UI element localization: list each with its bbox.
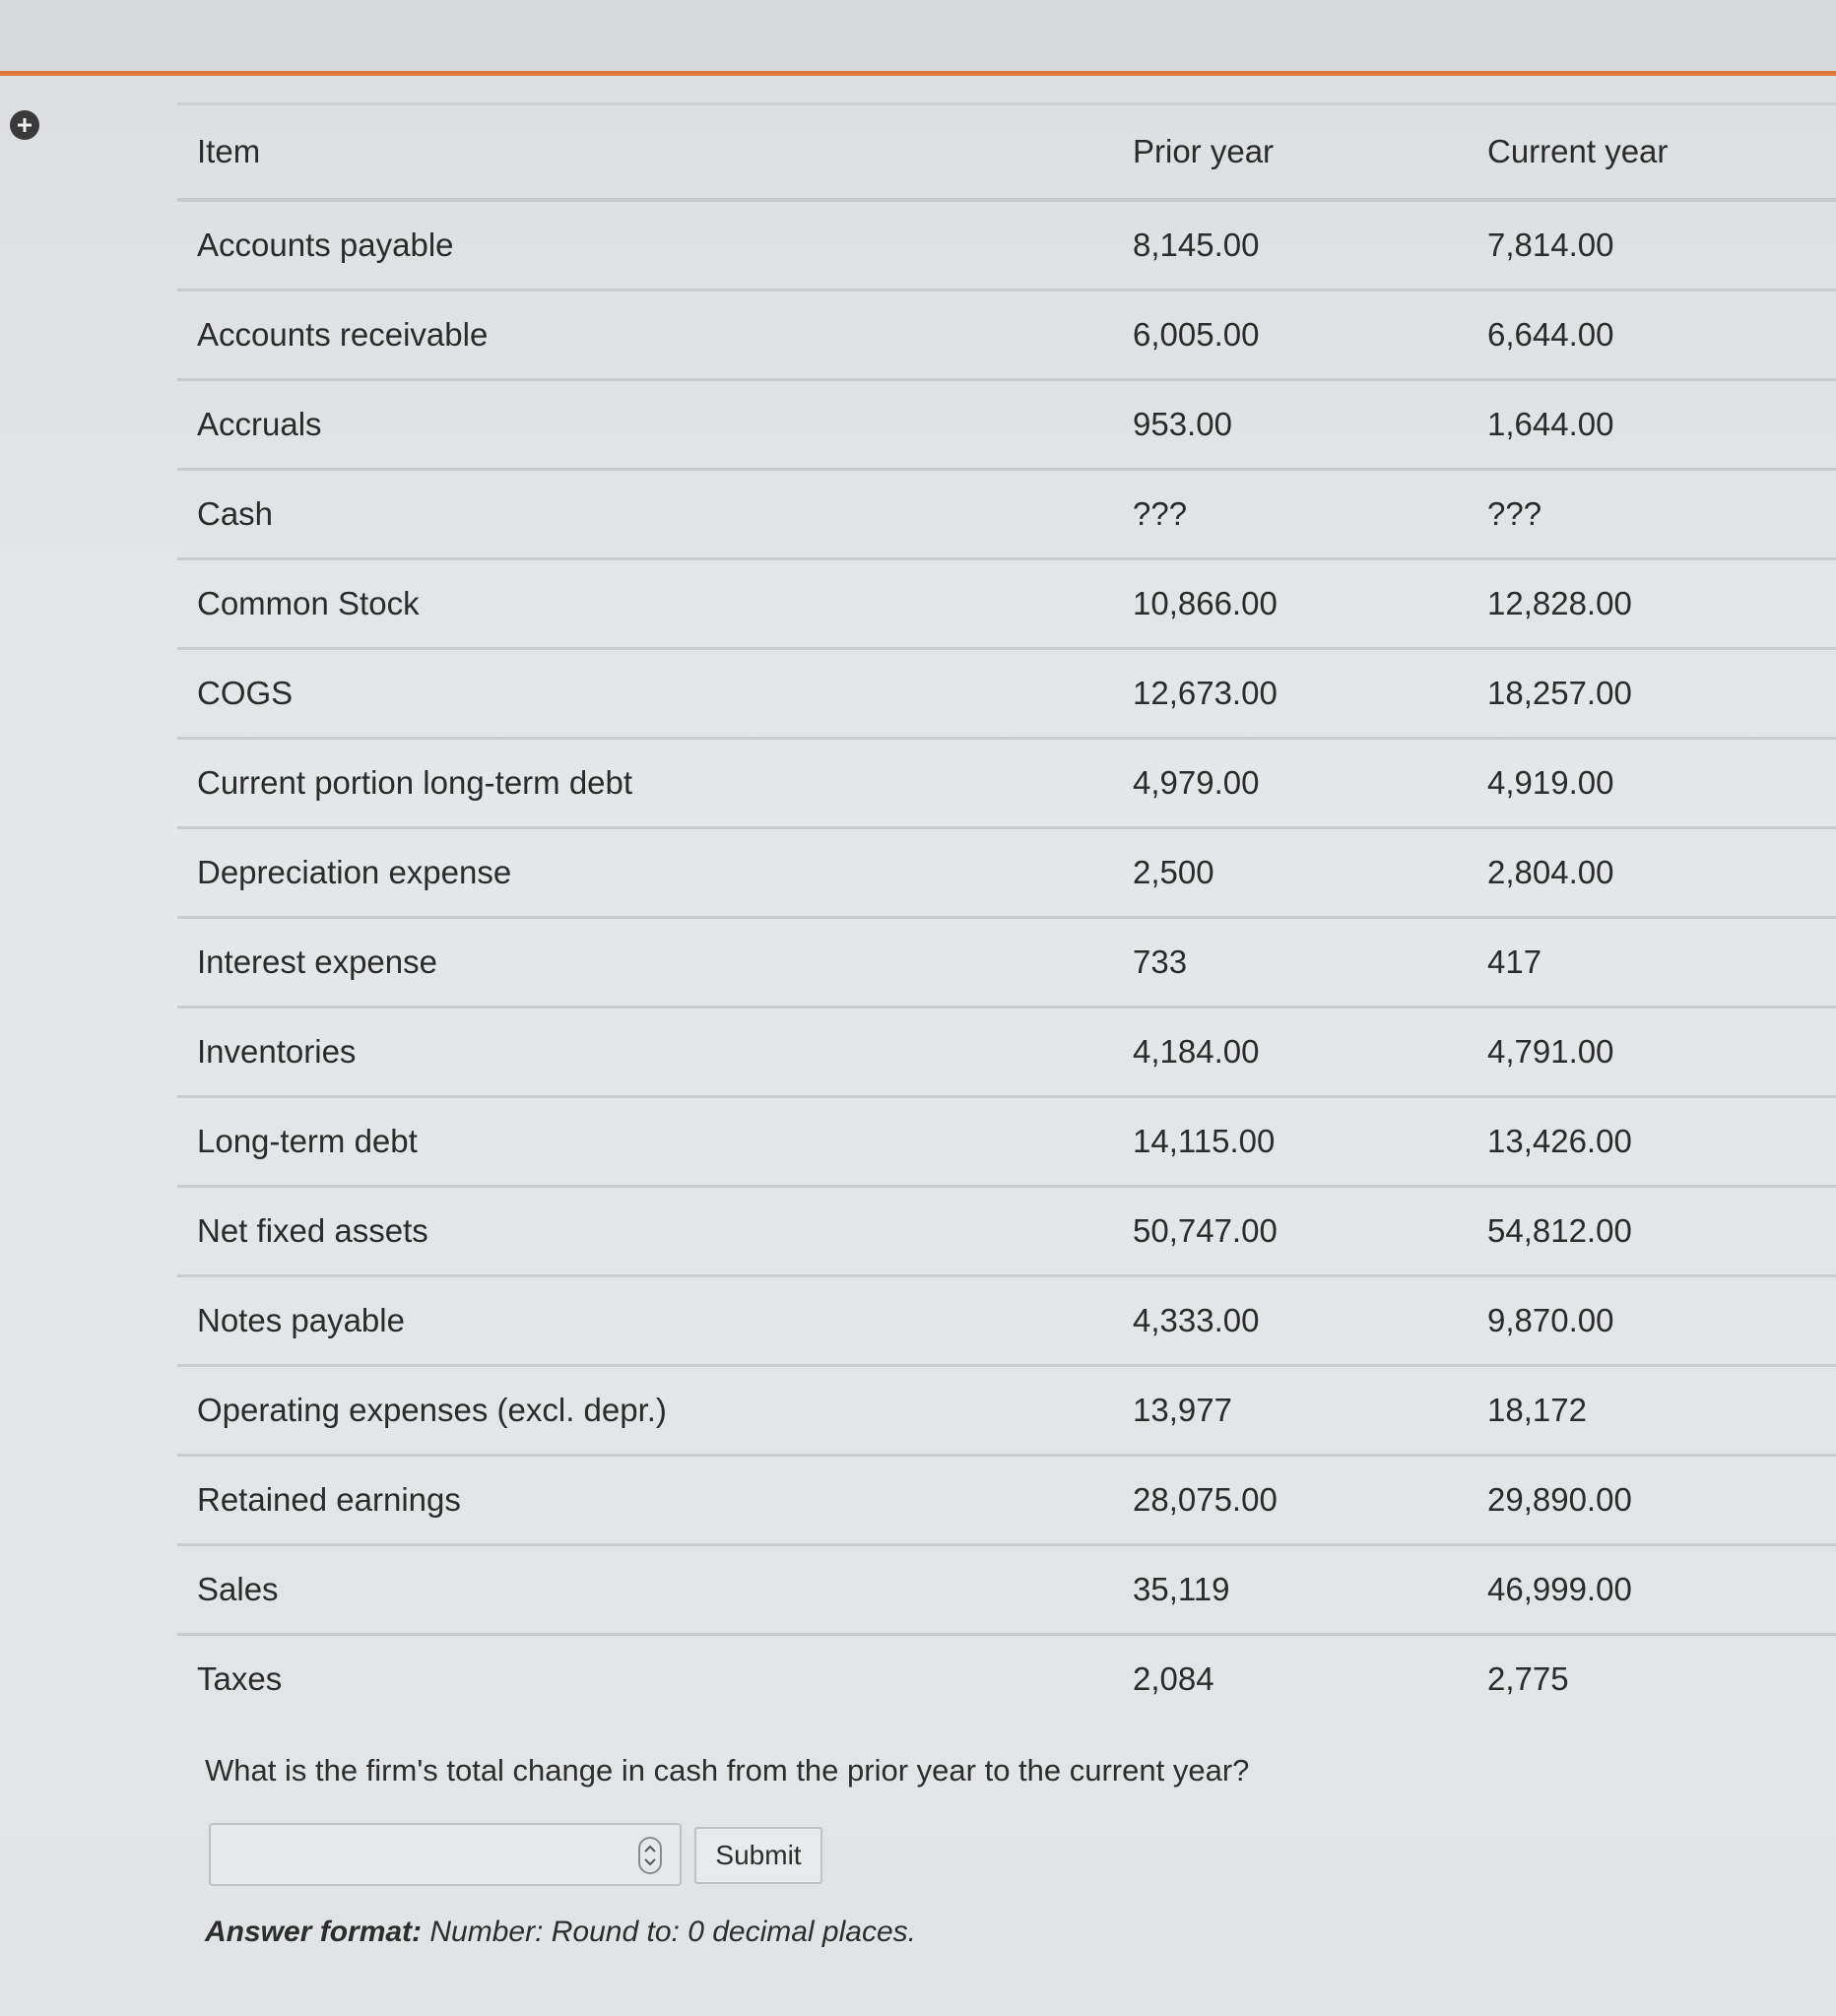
row-prior-year-value: ???	[1133, 470, 1487, 559]
answer-input[interactable]	[215, 1829, 632, 1882]
row-item-label: Taxes	[197, 1660, 283, 1697]
table-row	[177, 291, 1836, 380]
row-prior-year-value: 953.00	[1133, 380, 1487, 470]
row-prior-year-value: 14,115.00	[1133, 1097, 1487, 1187]
row-item-label: Accruals	[177, 380, 1133, 470]
row-prior-year-value: 13,977	[1133, 1366, 1487, 1456]
row-item-label: Notes payable	[177, 1276, 1133, 1366]
column-header-prior-year: Prior year	[1133, 104, 1487, 201]
table-header-row	[177, 104, 1836, 201]
table-row	[177, 1008, 1836, 1097]
row-item-label: Net fixed assets	[177, 1187, 1133, 1276]
row-prior-year-value: 2,500	[1133, 828, 1487, 918]
answer-format-label: Answer format:	[205, 1916, 423, 1948]
row-item-label: Retained earnings	[177, 1456, 1133, 1545]
row-prior-year-value: 8,145.00	[1133, 200, 1487, 291]
table-row	[177, 380, 1836, 470]
question-text: What is the firm's total change in cash from the prior year to the current year?	[205, 1753, 1250, 1788]
row-item-label: Current portion long-term debt	[177, 739, 1133, 828]
row-item-label: COGS	[177, 649, 1133, 739]
row-current-year-value: 417	[1487, 918, 1836, 1008]
answer-format-text: Number: Round to: 0 decimal places.	[429, 1916, 916, 1948]
up-down-stepper-icon[interactable]	[638, 1837, 662, 1874]
table-row	[177, 649, 1836, 739]
answer-format-note	[205, 1916, 916, 1949]
row-current-year-value: 6,644.00	[1487, 291, 1836, 380]
row-item-label: Accounts receivable	[177, 291, 1133, 380]
row-current-year-value: 29,890.00	[1487, 1456, 1836, 1545]
table-row	[177, 1097, 1836, 1187]
row-prior-year-value: 2,084	[1133, 1660, 1214, 1697]
row-item-label: Long-term debt	[177, 1097, 1133, 1187]
table-row	[177, 1276, 1836, 1366]
row-item-label: Common Stock	[177, 559, 1133, 649]
row-prior-year-value: 733	[1133, 918, 1487, 1008]
row-item-label: Sales	[177, 1545, 1133, 1635]
table-row	[177, 200, 1836, 291]
row-item-label: Inventories	[177, 1008, 1133, 1097]
row-current-year-value: 7,814.00	[1487, 200, 1836, 291]
row-prior-year-value: 10,866.00	[1133, 559, 1487, 649]
row-current-year-value: 54,812.00	[1487, 1187, 1836, 1276]
row-current-year-value: 18,257.00	[1487, 649, 1836, 739]
table-row	[177, 739, 1836, 828]
row-current-year-value: 2,775	[1487, 1660, 1569, 1697]
row-item-label: Accounts payable	[177, 200, 1133, 291]
row-current-year-value: 9,870.00	[1487, 1276, 1836, 1366]
row-prior-year-value: 28,075.00	[1133, 1456, 1487, 1545]
top-band	[0, 0, 1836, 71]
row-current-year-value: 18,172	[1487, 1366, 1836, 1456]
table-row	[177, 559, 1836, 649]
table-row	[177, 828, 1836, 918]
table-row	[177, 1456, 1836, 1545]
answer-field[interactable]	[209, 1823, 682, 1886]
row-current-year-value: 4,791.00	[1487, 1008, 1836, 1097]
row-current-year-value: 1,644.00	[1487, 380, 1836, 470]
row-prior-year-value: 4,333.00	[1133, 1276, 1487, 1366]
plus-circle-icon[interactable]	[10, 110, 39, 140]
row-item-label: Cash	[177, 470, 1133, 559]
row-item-label: Depreciation expense	[177, 828, 1133, 918]
row-prior-year-value: 4,979.00	[1133, 739, 1487, 828]
row-current-year-value: 46,999.00	[1487, 1545, 1836, 1635]
row-item-label: Operating expenses (excl. depr.)	[177, 1366, 1133, 1456]
row-current-year-value: ???	[1487, 470, 1836, 559]
submit-button[interactable]: Submit	[694, 1827, 822, 1884]
table-row	[177, 1545, 1836, 1635]
financial-data-table	[177, 102, 1836, 1723]
table-row	[177, 1187, 1836, 1276]
table-row	[177, 470, 1836, 559]
row-prior-year-value: 6,005.00	[1133, 291, 1487, 380]
row-current-year-value: 4,919.00	[1487, 739, 1836, 828]
row-current-year-value: 2,804.00	[1487, 828, 1836, 918]
table-body	[177, 200, 1836, 1723]
column-header-item: Item	[177, 104, 1133, 201]
row-item-label: Interest expense	[177, 918, 1133, 1008]
row-current-year-value: 13,426.00	[1487, 1097, 1836, 1187]
row-prior-year-value: 35,119	[1133, 1545, 1487, 1635]
table-row	[177, 918, 1836, 1008]
table-row	[177, 1366, 1836, 1456]
row-prior-year-value: 50,747.00	[1133, 1187, 1487, 1276]
row-current-year-value: 12,828.00	[1487, 559, 1836, 649]
accent-rule	[0, 71, 1836, 76]
column-header-current-year: Current year	[1487, 104, 1836, 201]
table-row	[177, 1635, 1836, 1723]
row-prior-year-value: 4,184.00	[1133, 1008, 1487, 1097]
row-prior-year-value: 12,673.00	[1133, 649, 1487, 739]
